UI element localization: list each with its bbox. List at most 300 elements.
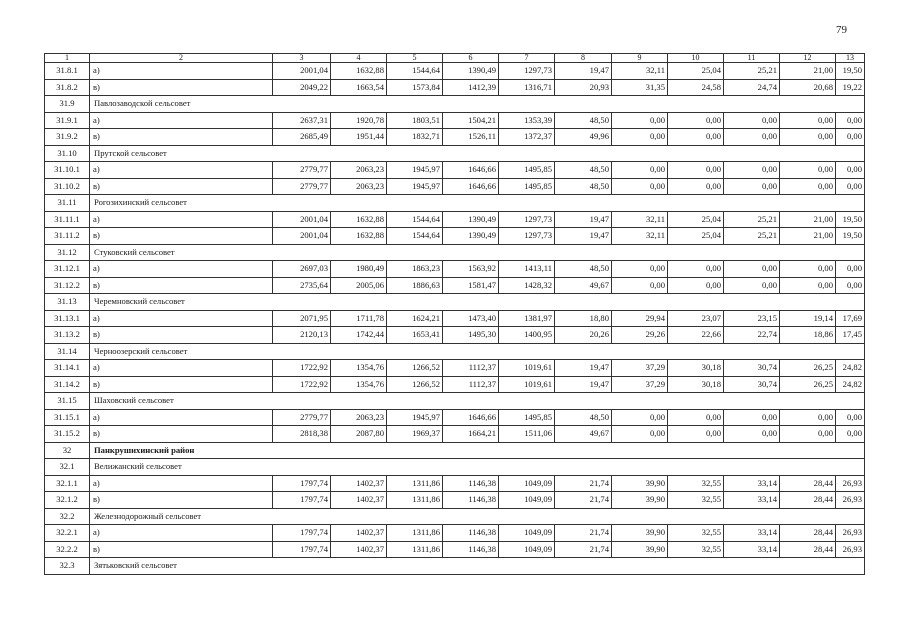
value-cell: 1400,95 [499, 327, 555, 344]
value-cell: 1624,21 [387, 310, 443, 327]
table-row [45, 162, 865, 179]
row-label: а) [90, 162, 273, 179]
value-cell: 24,74 [724, 79, 780, 96]
row-code: 31.8.2 [45, 79, 90, 96]
value-cell: 1402,37 [331, 492, 387, 509]
value-cell: 2001,04 [273, 211, 331, 228]
value-cell: 1544,64 [387, 228, 443, 245]
value-cell: 2120,13 [273, 327, 331, 344]
section-title: Рогозихинский сельсовет [90, 195, 865, 212]
value-cell: 1832,71 [387, 129, 443, 146]
value-cell: 2049,22 [273, 79, 331, 96]
value-cell: 32,55 [668, 525, 724, 542]
column-header: 8 [555, 54, 612, 63]
value-cell: 0,00 [668, 261, 724, 278]
value-cell: 25,04 [668, 211, 724, 228]
value-cell: 1266,52 [387, 360, 443, 377]
table-row [45, 261, 865, 278]
value-cell: 1390,49 [443, 211, 499, 228]
value-cell: 0,00 [612, 162, 668, 179]
row-code: 31.11.1 [45, 211, 90, 228]
table-row [45, 63, 865, 80]
value-cell: 0,00 [612, 426, 668, 443]
table-row [45, 112, 865, 129]
value-cell: 19,47 [555, 211, 612, 228]
row-code: 31.13.2 [45, 327, 90, 344]
value-cell: 2735,64 [273, 277, 331, 294]
value-cell: 0,00 [668, 112, 724, 129]
value-cell: 24,82 [836, 376, 865, 393]
value-cell: 2779,77 [273, 162, 331, 179]
value-cell: 1473,40 [443, 310, 499, 327]
value-cell: 21,00 [780, 228, 836, 245]
column-header: 1 [45, 54, 90, 63]
value-cell: 1544,64 [387, 211, 443, 228]
value-cell: 30,74 [724, 376, 780, 393]
value-cell: 1146,38 [443, 525, 499, 542]
row-code: 31.14.1 [45, 360, 90, 377]
column-header: 5 [387, 54, 443, 63]
value-cell: 0,00 [612, 129, 668, 146]
value-cell: 2087,80 [331, 426, 387, 443]
district-row [45, 442, 865, 459]
value-cell: 1354,76 [331, 360, 387, 377]
value-cell: 2001,04 [273, 228, 331, 245]
row-code: 31.12.2 [45, 277, 90, 294]
row-code: 31.9.2 [45, 129, 90, 146]
table-row [45, 409, 865, 426]
value-cell: 1646,66 [443, 178, 499, 195]
column-header: 13 [836, 54, 865, 63]
section-code: 31.15 [45, 393, 90, 410]
table-row [45, 79, 865, 96]
value-cell: 0,00 [780, 261, 836, 278]
table-row [45, 277, 865, 294]
tariff-table [44, 53, 865, 575]
value-cell: 0,00 [724, 112, 780, 129]
value-cell: 1646,66 [443, 409, 499, 426]
row-label: а) [90, 112, 273, 129]
value-cell: 2001,04 [273, 63, 331, 80]
value-cell: 1413,11 [499, 261, 555, 278]
section-row [45, 96, 865, 113]
value-cell: 1632,88 [331, 63, 387, 80]
value-cell: 1722,92 [273, 360, 331, 377]
table-row [45, 475, 865, 492]
value-cell: 25,04 [668, 63, 724, 80]
value-cell: 2779,77 [273, 178, 331, 195]
row-code: 32.2.1 [45, 525, 90, 542]
value-cell: 2063,23 [331, 162, 387, 179]
value-cell: 1266,52 [387, 376, 443, 393]
value-cell: 48,50 [555, 409, 612, 426]
value-cell: 19,14 [780, 310, 836, 327]
column-header: 10 [668, 54, 724, 63]
value-cell: 2637,31 [273, 112, 331, 129]
value-cell: 33,14 [724, 525, 780, 542]
value-cell: 1354,76 [331, 376, 387, 393]
value-cell: 48,50 [555, 261, 612, 278]
value-cell: 24,58 [668, 79, 724, 96]
row-label: а) [90, 261, 273, 278]
section-code: 32 [45, 442, 90, 459]
value-cell: 24,82 [836, 360, 865, 377]
section-title: Павлозаводской сельсовет [90, 96, 865, 113]
value-cell: 1863,23 [387, 261, 443, 278]
value-cell: 0,00 [836, 129, 865, 146]
section-row [45, 244, 865, 261]
section-code: 31.11 [45, 195, 90, 212]
value-cell: 26,93 [836, 541, 865, 558]
value-cell: 1372,37 [499, 129, 555, 146]
value-cell: 1504,21 [443, 112, 499, 129]
value-cell: 21,74 [555, 475, 612, 492]
value-cell: 49,67 [555, 426, 612, 443]
value-cell: 17,69 [836, 310, 865, 327]
value-cell: 1711,78 [331, 310, 387, 327]
value-cell: 2697,03 [273, 261, 331, 278]
row-label: в) [90, 492, 273, 509]
value-cell: 1019,61 [499, 360, 555, 377]
value-cell: 1297,73 [499, 211, 555, 228]
value-cell: 1797,74 [273, 492, 331, 509]
value-cell: 1495,30 [443, 327, 499, 344]
value-cell: 31,35 [612, 79, 668, 96]
row-label: а) [90, 63, 273, 80]
value-cell: 1495,85 [499, 162, 555, 179]
value-cell: 37,29 [612, 376, 668, 393]
table-row [45, 310, 865, 327]
value-cell: 0,00 [612, 112, 668, 129]
value-cell: 1969,37 [387, 426, 443, 443]
value-cell: 1581,47 [443, 277, 499, 294]
value-cell: 23,07 [668, 310, 724, 327]
value-cell: 2779,77 [273, 409, 331, 426]
value-cell: 0,00 [724, 162, 780, 179]
section-code: 32.1 [45, 459, 90, 476]
value-cell: 2063,23 [331, 178, 387, 195]
value-cell: 1353,39 [499, 112, 555, 129]
value-cell: 1049,09 [499, 541, 555, 558]
row-label: а) [90, 525, 273, 542]
value-cell: 0,00 [780, 162, 836, 179]
value-cell: 21,00 [780, 211, 836, 228]
value-cell: 30,18 [668, 376, 724, 393]
value-cell: 20,26 [555, 327, 612, 344]
value-cell: 0,00 [780, 112, 836, 129]
value-cell: 18,86 [780, 327, 836, 344]
value-cell: 39,90 [612, 492, 668, 509]
value-cell: 26,93 [836, 525, 865, 542]
value-cell: 1945,97 [387, 178, 443, 195]
value-cell: 30,74 [724, 360, 780, 377]
value-cell: 0,00 [668, 426, 724, 443]
section-title: Черемновский сельсовет [90, 294, 865, 311]
value-cell: 1495,85 [499, 409, 555, 426]
value-cell: 1390,49 [443, 228, 499, 245]
section-code: 31.13 [45, 294, 90, 311]
value-cell: 49,96 [555, 129, 612, 146]
value-cell: 2818,38 [273, 426, 331, 443]
value-cell: 32,11 [612, 63, 668, 80]
value-cell: 1112,37 [443, 376, 499, 393]
value-cell: 28,44 [780, 541, 836, 558]
section-row [45, 558, 865, 575]
row-code: 31.12.1 [45, 261, 90, 278]
table-row [45, 376, 865, 393]
section-code: 31.14 [45, 343, 90, 360]
row-code: 31.10.2 [45, 178, 90, 195]
section-code: 31.10 [45, 145, 90, 162]
column-header: 7 [499, 54, 555, 63]
value-cell: 28,44 [780, 525, 836, 542]
value-cell: 19,47 [555, 228, 612, 245]
value-cell: 39,90 [612, 541, 668, 558]
value-cell: 39,90 [612, 475, 668, 492]
value-cell: 25,21 [724, 63, 780, 80]
value-cell: 1632,88 [331, 228, 387, 245]
value-cell: 20,68 [780, 79, 836, 96]
value-cell: 2005,06 [331, 277, 387, 294]
row-label: а) [90, 310, 273, 327]
value-cell: 1945,97 [387, 409, 443, 426]
row-code: 31.11.2 [45, 228, 90, 245]
row-label: в) [90, 376, 273, 393]
table-row [45, 211, 865, 228]
value-cell: 0,00 [780, 426, 836, 443]
row-label: в) [90, 426, 273, 443]
value-cell: 48,50 [555, 112, 612, 129]
value-cell: 32,55 [668, 475, 724, 492]
row-label: в) [90, 277, 273, 294]
value-cell: 1495,85 [499, 178, 555, 195]
value-cell: 1311,86 [387, 475, 443, 492]
value-cell: 49,67 [555, 277, 612, 294]
value-cell: 0,00 [780, 409, 836, 426]
row-label: а) [90, 211, 273, 228]
row-label: а) [90, 475, 273, 492]
section-row [45, 393, 865, 410]
value-cell: 26,25 [780, 360, 836, 377]
value-cell: 32,11 [612, 228, 668, 245]
value-cell: 0,00 [836, 426, 865, 443]
value-cell: 0,00 [668, 277, 724, 294]
section-row [45, 343, 865, 360]
value-cell: 22,66 [668, 327, 724, 344]
row-label: а) [90, 409, 273, 426]
column-header: 11 [724, 54, 780, 63]
table-row [45, 525, 865, 542]
value-cell: 26,93 [836, 492, 865, 509]
value-cell: 0,00 [668, 178, 724, 195]
section-title: Черноозерский сельсовет [90, 343, 865, 360]
row-label: в) [90, 178, 273, 195]
value-cell: 1112,37 [443, 360, 499, 377]
value-cell: 26,93 [836, 475, 865, 492]
value-cell: 0,00 [836, 409, 865, 426]
section-row [45, 294, 865, 311]
value-cell: 32,55 [668, 492, 724, 509]
value-cell: 29,26 [612, 327, 668, 344]
value-cell: 48,50 [555, 178, 612, 195]
row-code: 31.9.1 [45, 112, 90, 129]
value-cell: 0,00 [668, 162, 724, 179]
section-title: Велижанский сельсовет [90, 459, 865, 476]
value-cell: 1146,38 [443, 475, 499, 492]
value-cell: 0,00 [724, 129, 780, 146]
value-cell: 1049,09 [499, 492, 555, 509]
value-cell: 29,94 [612, 310, 668, 327]
value-cell: 1797,74 [273, 525, 331, 542]
value-cell: 26,25 [780, 376, 836, 393]
value-cell: 1311,86 [387, 492, 443, 509]
value-cell: 0,00 [612, 261, 668, 278]
value-cell: 18,80 [555, 310, 612, 327]
value-cell: 1402,37 [331, 475, 387, 492]
value-cell: 0,00 [724, 178, 780, 195]
value-cell: 1886,63 [387, 277, 443, 294]
value-cell: 0,00 [668, 409, 724, 426]
value-cell: 19,50 [836, 63, 865, 80]
value-cell: 17,45 [836, 327, 865, 344]
value-cell: 1146,38 [443, 492, 499, 509]
value-cell: 1663,54 [331, 79, 387, 96]
value-cell: 20,93 [555, 79, 612, 96]
value-cell: 0,00 [836, 178, 865, 195]
value-cell: 19,47 [555, 376, 612, 393]
value-cell: 1646,66 [443, 162, 499, 179]
row-code: 31.8.1 [45, 63, 90, 80]
value-cell: 39,90 [612, 525, 668, 542]
table-row [45, 178, 865, 195]
section-code: 32.3 [45, 558, 90, 575]
section-title: Прутской сельсовет [90, 145, 865, 162]
row-label: а) [90, 360, 273, 377]
value-cell: 1019,61 [499, 376, 555, 393]
value-cell: 0,00 [724, 426, 780, 443]
column-header: 2 [90, 54, 273, 63]
value-cell: 32,11 [612, 211, 668, 228]
value-cell: 1803,51 [387, 112, 443, 129]
column-header: 9 [612, 54, 668, 63]
value-cell: 0,00 [780, 129, 836, 146]
row-code: 31.15.1 [45, 409, 90, 426]
value-cell: 1297,73 [499, 228, 555, 245]
column-header: 12 [780, 54, 836, 63]
value-cell: 28,44 [780, 492, 836, 509]
value-cell: 1797,74 [273, 541, 331, 558]
value-cell: 1664,21 [443, 426, 499, 443]
value-cell: 19,47 [555, 63, 612, 80]
table-body [45, 54, 865, 575]
value-cell: 2071,95 [273, 310, 331, 327]
value-cell: 1146,38 [443, 541, 499, 558]
value-cell: 25,21 [724, 211, 780, 228]
value-cell: 30,18 [668, 360, 724, 377]
value-cell: 19,50 [836, 228, 865, 245]
section-title: Железнодорожный сельсовет [90, 508, 865, 525]
value-cell: 0,00 [668, 129, 724, 146]
value-cell: 0,00 [724, 409, 780, 426]
value-cell: 1544,64 [387, 63, 443, 80]
section-row [45, 508, 865, 525]
table-header-row [45, 54, 865, 63]
value-cell: 0,00 [612, 178, 668, 195]
value-cell: 23,15 [724, 310, 780, 327]
value-cell: 1428,32 [499, 277, 555, 294]
section-row [45, 195, 865, 212]
value-cell: 1381,97 [499, 310, 555, 327]
section-row [45, 145, 865, 162]
table-row [45, 129, 865, 146]
value-cell: 1412,39 [443, 79, 499, 96]
section-code: 31.12 [45, 244, 90, 261]
value-cell: 21,00 [780, 63, 836, 80]
value-cell: 1049,09 [499, 475, 555, 492]
value-cell: 2063,23 [331, 409, 387, 426]
section-row [45, 459, 865, 476]
column-header: 3 [273, 54, 331, 63]
page-number: 79 [836, 24, 847, 36]
table-row [45, 492, 865, 509]
value-cell: 0,00 [836, 162, 865, 179]
value-cell: 1563,92 [443, 261, 499, 278]
value-cell: 33,14 [724, 541, 780, 558]
section-title: Стуковский сельсовет [90, 244, 865, 261]
section-title: Зятьковский сельсовет [90, 558, 865, 575]
value-cell: 21,74 [555, 541, 612, 558]
row-code: 32.2.2 [45, 541, 90, 558]
section-code: 31.9 [45, 96, 90, 113]
value-cell: 1526,11 [443, 129, 499, 146]
section-title: Шаховский сельсовет [90, 393, 865, 410]
row-code: 31.14.2 [45, 376, 90, 393]
value-cell: 33,14 [724, 475, 780, 492]
value-cell: 22,74 [724, 327, 780, 344]
value-cell: 1945,97 [387, 162, 443, 179]
row-label: в) [90, 327, 273, 344]
column-header: 4 [331, 54, 387, 63]
row-code: 31.15.2 [45, 426, 90, 443]
table-row [45, 541, 865, 558]
value-cell: 1920,78 [331, 112, 387, 129]
value-cell: 33,14 [724, 492, 780, 509]
row-code: 31.13.1 [45, 310, 90, 327]
value-cell: 32,55 [668, 541, 724, 558]
column-header: 6 [443, 54, 499, 63]
value-cell: 1573,84 [387, 79, 443, 96]
value-cell: 48,50 [555, 162, 612, 179]
value-cell: 37,29 [612, 360, 668, 377]
value-cell: 25,21 [724, 228, 780, 245]
row-label: в) [90, 541, 273, 558]
value-cell: 1653,41 [387, 327, 443, 344]
table-row [45, 360, 865, 377]
value-cell: 0,00 [724, 261, 780, 278]
value-cell: 21,74 [555, 525, 612, 542]
district-title: Панкрушихинский район [90, 442, 865, 459]
value-cell: 1722,92 [273, 376, 331, 393]
row-code: 32.1.1 [45, 475, 90, 492]
value-cell: 1390,49 [443, 63, 499, 80]
value-cell: 1632,88 [331, 211, 387, 228]
value-cell: 28,44 [780, 475, 836, 492]
value-cell: 1797,74 [273, 475, 331, 492]
value-cell: 0,00 [612, 277, 668, 294]
value-cell: 2685,49 [273, 129, 331, 146]
section-code: 32.2 [45, 508, 90, 525]
row-label: в) [90, 228, 273, 245]
